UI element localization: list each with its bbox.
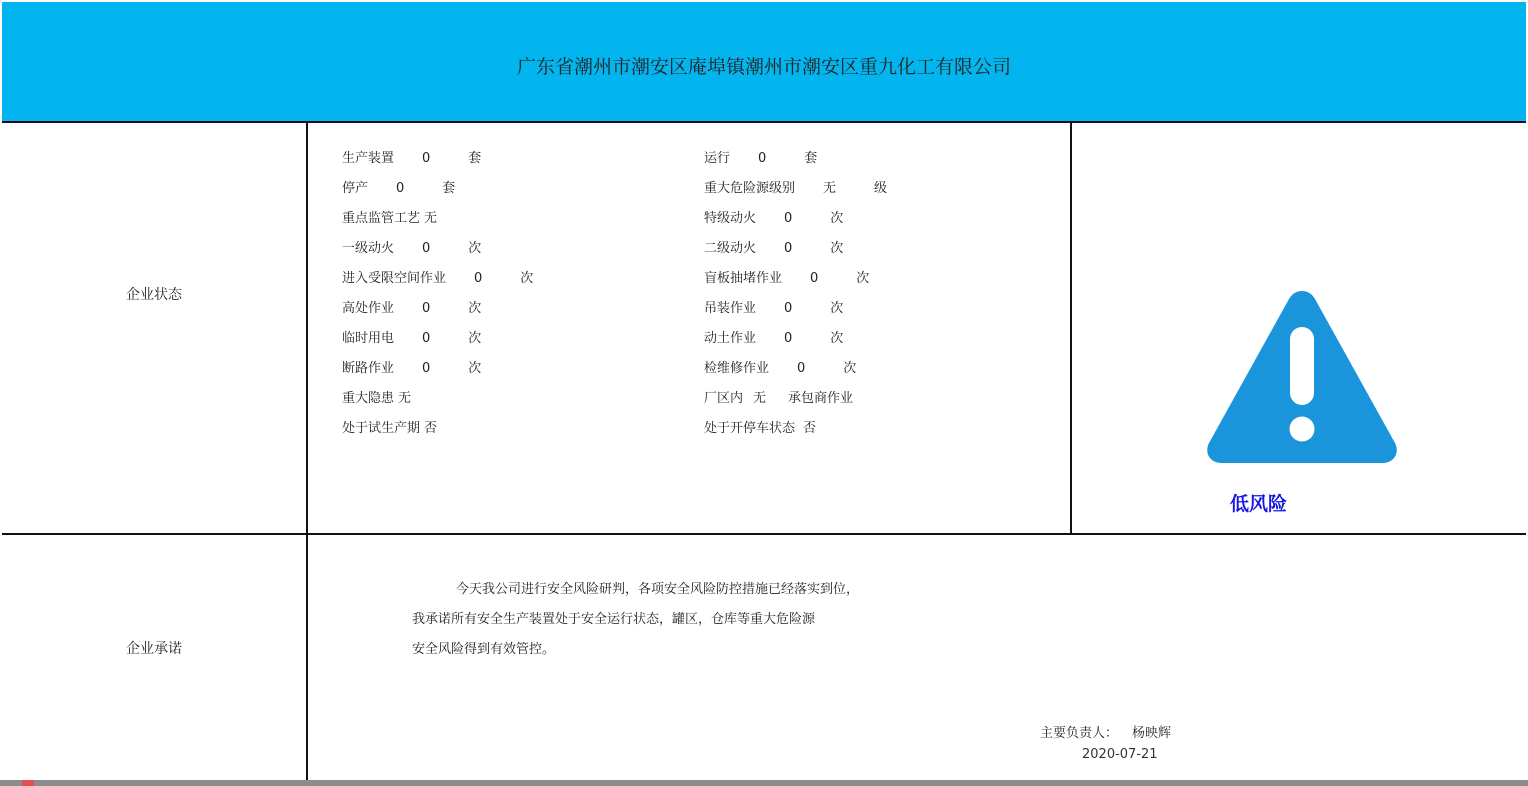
enterprise-status-row [2, 123, 1526, 535]
status-item: 处于开停车状态 否 [704, 421, 817, 436]
status-item: 一级动火 0 次 [342, 241, 482, 256]
signer-name: 杨映辉 [1132, 726, 1172, 741]
header-banner [2, 2, 1526, 123]
status-label-cell [2, 123, 308, 533]
status-item: 临时用电 0 次 [342, 331, 482, 346]
commitment-label: 企业承诺 [126, 641, 182, 657]
risk-level-text: 低风险 [1230, 493, 1288, 515]
risk-indicator-cell [1072, 123, 1526, 533]
commitment-line: 我承诺所有安全生产装置处于安全运行状态，罐区，仓库等重大危险源 [412, 612, 816, 627]
company-name: 广东省潮州市潮安区庵埠镇潮州市潮安区重九化工有限公司 [516, 56, 1011, 78]
warning-triangle-icon [1204, 285, 1400, 467]
status-item: 断路作业 0 次 [342, 361, 482, 376]
scroll-marker [22, 780, 34, 786]
status-item: 生产装置 0 套 [342, 151, 482, 166]
status-item: 吊装作业 0 次 [704, 301, 844, 316]
status-item: 进入受限空间作业 0 次 [342, 271, 534, 286]
status-label: 企业状态 [126, 287, 182, 303]
commitment-page [2, 2, 1526, 780]
status-item: 盲板抽堵作业 0 次 [704, 271, 870, 286]
commitment-line: 安全风险得到有效管控。 [412, 642, 556, 657]
status-item: 二级动火 0 次 [704, 241, 844, 256]
status-item: 停产 0 套 [342, 181, 456, 196]
enterprise-commitment-row [2, 535, 1526, 782]
commitment-line: 今天我公司进行安全风险研判，各项安全风险防控措施已经落实到位， [456, 582, 860, 597]
status-item: 重点监管工艺 无 [342, 211, 438, 226]
commitment-label-cell [2, 535, 308, 782]
status-item: 检维修作业 0 次 [704, 361, 857, 376]
status-item: 厂区内 无 承包商作业 [704, 391, 854, 406]
commitment-statement [412, 575, 859, 665]
bottom-scrollbar[interactable] [0, 780, 1528, 786]
signer [1040, 722, 1171, 741]
status-item: 运行 0 套 [704, 151, 818, 166]
status-column-right [704, 150, 887, 450]
status-item: 重大隐患 无 [342, 391, 412, 406]
status-column-left [342, 150, 533, 450]
commitment-date: 2020-07-21 [1082, 747, 1158, 762]
signer-label: 主要负责人： [1040, 726, 1119, 741]
status-item: 重大危险源级别 无 级 [704, 181, 888, 196]
status-item: 高处作业 0 次 [342, 301, 482, 316]
status-item: 处于试生产期 否 [342, 421, 438, 436]
status-details [308, 123, 1072, 533]
status-item: 动土作业 0 次 [704, 331, 844, 346]
commitment-content [308, 535, 1526, 782]
status-item: 特级动火 0 次 [704, 211, 844, 226]
